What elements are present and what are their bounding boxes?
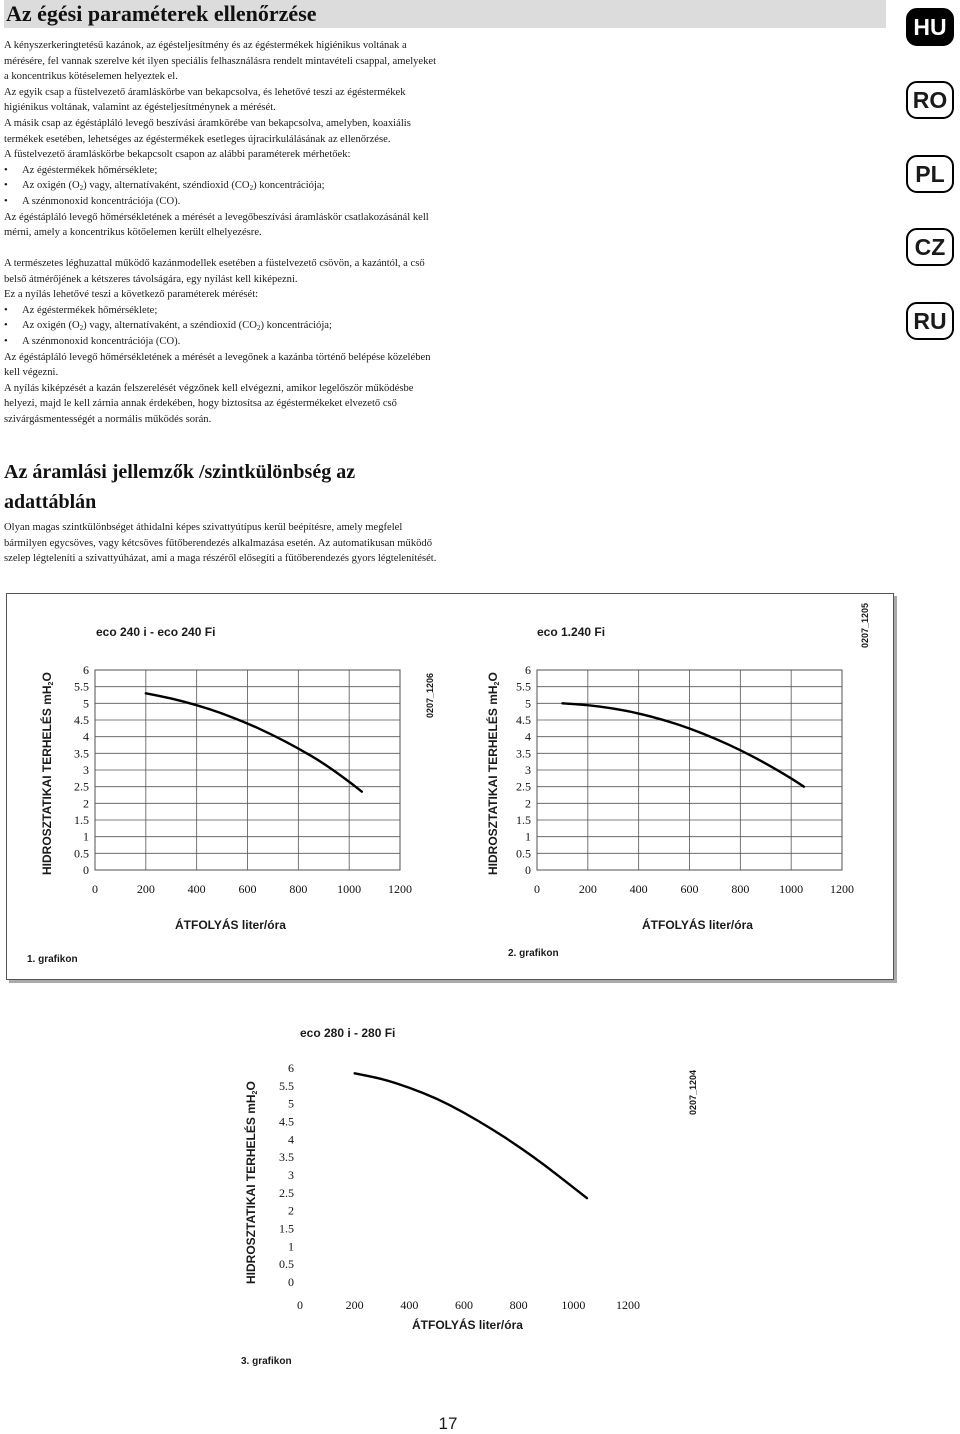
y-tick-label: 4	[83, 729, 89, 744]
intro-paragraph: A másik csap az égéstápláló levegő beszívási áramkörébe van bekapcsolva, amelyben, koaxiális termékek esetében, lehetséges az égéstermékek esetleges újracirkulálásának az ellenőrzése.	[4, 117, 411, 145]
lang-badge-pl: PL	[906, 155, 954, 193]
x-axis-label: ÁTFOLYÁS liter/óra	[412, 1318, 523, 1332]
subscript: 2	[79, 324, 84, 333]
x-tick-label: 1000	[337, 882, 362, 896]
lang-badge-ro: RO	[906, 81, 954, 119]
bullet-text: ) vagy, alternatívaként, a széndioxid (CO	[83, 320, 257, 332]
subscript: 2	[252, 1090, 259, 1095]
subscript: 2	[249, 184, 254, 193]
natural-paragraph: Ez a nyílás lehetővé teszi a következő paraméterek mérését:	[4, 289, 259, 301]
chart-title: eco 240 i - eco 240 Fi	[96, 625, 216, 639]
y-tick-label: 0	[83, 863, 89, 877]
x-tick-label: 800	[509, 1298, 528, 1312]
bullet-text: Az oxigén (O	[22, 320, 80, 332]
lang-badge-cz: CZ	[906, 228, 954, 266]
y-tick-label: 4	[525, 729, 531, 744]
intro-paragraph: A füstelvezető áramláskörbe bekapcsolt csapon az alábbi paraméterek mérhetőek:	[4, 149, 351, 161]
x-tick-label: 1200	[388, 882, 412, 896]
page-title: Az égési paraméterek ellenőrzése	[4, 0, 886, 28]
bullet-text: ) vagy, alternatívaként, széndioxid (CO	[83, 180, 250, 192]
bullet-item	[4, 334, 440, 350]
y-tick-label: 1	[288, 1239, 294, 1254]
y-axis-label: HIDROSZTATIKAI TERHELÉS $mH_2O$	[40, 672, 55, 875]
y-tick-label: 3	[288, 1168, 294, 1182]
x-tick-label: 200	[136, 882, 155, 896]
chart-caption: 2. grafikon	[508, 948, 559, 959]
bullet-text: Az égéstermékek hőmérséklete;	[22, 304, 158, 316]
y-tick-label: 2	[288, 1203, 294, 1218]
y-tick-label: 1.5	[516, 813, 531, 827]
lang-badge-hu: HU	[906, 8, 954, 46]
y-tick-label: 5	[288, 1096, 294, 1111]
bullet-item	[4, 163, 440, 179]
y-tick-label: 5.5	[74, 679, 89, 694]
y-tick-label: 0.5	[279, 1257, 294, 1272]
y-tick-label: 2	[83, 796, 89, 811]
series-line	[146, 693, 362, 791]
intro-paragraph: Az égéstápláló levegő hőmérsékletének a mérését a levegőbeszívási áramláskör csatlakozásánál kell mérni, amely a koncentrikus kötőelemen került elhelyezésre.	[4, 211, 429, 239]
chart-title: eco 280 i - 280 Fi	[300, 1026, 396, 1040]
frame-code: 0207_1205	[860, 602, 870, 648]
y-tick-label: 1	[83, 829, 89, 844]
y-tick-label: 3.5	[516, 746, 531, 761]
x-tick-label: 200	[345, 1298, 364, 1312]
bullet-text: ) koncentrációja;	[260, 320, 332, 332]
page-number: 17	[438, 1414, 458, 1433]
natural-draft-text	[4, 256, 440, 428]
bullet-text: A szénmonoxid koncentrációja (CO).	[22, 335, 181, 347]
y-axis-label: HIDROSZTATIKAI TERHELÉS $mH_2O$	[244, 1081, 259, 1284]
x-tick-label: 800	[289, 882, 308, 896]
intro-text	[4, 38, 440, 241]
y-tick-label: 1.5	[74, 813, 89, 827]
x-tick-label: 0	[92, 882, 98, 896]
x-tick-label: 0	[534, 882, 540, 896]
x-axis-label: ÁTFOLYÁS liter/óra	[175, 918, 286, 932]
chart-title: eco 1.240 Fi	[537, 625, 606, 639]
x-tick-label: 600	[238, 882, 257, 896]
section-body: Olyan magas szintkülönbséget áthidalni képes szivattyútípus kerül beépítésre, amely megfelel bármilyen egycsöves, vagy kétcsöves fűtőberendezés alkalmazása esetén. Az automatikusan működő szelep légteleníti a szivattyúházat, ami a maga részéről elősegíti a fűtőberendezés gyors légtelenítését.	[4, 522, 437, 565]
y-tick-label: 1	[525, 829, 531, 844]
bullet-text: ) koncentrációja;	[253, 180, 325, 192]
y-tick-label: 6	[288, 1061, 294, 1075]
y-tick-label: 5.5	[279, 1078, 294, 1093]
y-tick-label: 3	[525, 763, 531, 777]
chart-caption: 3. grafikon	[241, 1356, 292, 1367]
bullet-item	[4, 318, 440, 334]
section-title: Az áramlási jellemzők /szintkülönbség az adattáblán	[4, 461, 356, 513]
y-tick-label: 2	[525, 796, 531, 811]
y-tick-label: 0.5	[74, 846, 89, 861]
chart-code: 0207_1204	[688, 1069, 698, 1115]
subscript: 2	[79, 184, 84, 193]
chart-plot	[497, 660, 862, 900]
x-tick-label: 600	[680, 882, 699, 896]
x-tick-label: 600	[455, 1298, 473, 1312]
x-axis-label: ÁTFOLYÁS liter/óra	[642, 918, 753, 932]
subscript: 2	[48, 681, 55, 686]
bullet-text: Az égéstermékek hőmérséklete;	[22, 164, 158, 176]
y-tick-label: 3.5	[74, 746, 89, 761]
bullet-text: Az oxigén (O	[22, 180, 80, 192]
chart-plot	[262, 1058, 662, 1318]
chart-caption: 1. grafikon	[27, 954, 78, 965]
y-tick-label: 0.5	[516, 846, 531, 861]
x-tick-label: 200	[578, 882, 597, 896]
y-tick-label: 2.5	[74, 779, 89, 794]
y-tick-label: 5	[83, 696, 89, 711]
y-tick-label: 3.5	[279, 1150, 294, 1165]
natural-paragraph: A természetes léghuzattal működő kazánmodellek esetében a füstelvezető csövön, a kazántól, a cső belső átmérőjének a kétszeres távolságára, egy nyílást kell kiképezni.	[4, 258, 425, 285]
subscript: 2	[256, 324, 261, 333]
y-tick-label: 0	[525, 863, 531, 877]
series-line	[562, 703, 803, 786]
subscript: 2	[494, 681, 501, 686]
x-tick-label: 1000	[779, 882, 804, 896]
y-tick-label: 3	[83, 763, 89, 777]
chart-code: 0207_1206	[425, 672, 435, 718]
y-tick-label: 4.5	[279, 1114, 294, 1129]
x-tick-label: 400	[400, 1298, 419, 1312]
x-tick-label: 800	[731, 882, 750, 896]
x-tick-label: 1200	[616, 1298, 640, 1312]
x-tick-label: 0	[297, 1298, 303, 1312]
bullet-text: A szénmonoxid koncentrációja (CO).	[22, 195, 181, 207]
x-tick-label: 400	[187, 882, 206, 896]
y-tick-label: 1.5	[279, 1221, 294, 1236]
y-tick-label: 4.5	[516, 713, 531, 727]
y-tick-label: 2.5	[516, 779, 531, 794]
chart-plot	[55, 660, 420, 900]
series-line	[355, 1073, 587, 1198]
x-tick-label: 1000	[561, 1298, 586, 1312]
x-tick-label: 400	[629, 882, 648, 896]
y-tick-label: 4.5	[74, 713, 89, 727]
y-tick-label: 6	[525, 663, 531, 677]
natural-paragraph: Az égéstápláló levegő hőmérsékletének a mérését a levegőnek a kazánba történő belépése közelében kell végezni.	[4, 351, 431, 379]
intro-paragraph: Az egyik csap a füstelvezető áramláskörbe van bekapcsolva, és lehetővé teszi az égéstermékek higiénikus voltának, valamint az égésteljesítménynek a mérését.	[4, 86, 406, 114]
lang-badge-ru: RU	[906, 302, 954, 340]
bullet-item	[4, 194, 440, 210]
bullet-item	[4, 303, 440, 319]
y-tick-label: 6	[83, 663, 89, 677]
y-tick-label: 0	[288, 1275, 294, 1289]
y-tick-label: 2.5	[279, 1185, 294, 1200]
x-tick-label: 1200	[830, 882, 854, 896]
y-tick-label: 5	[525, 696, 531, 711]
y-axis-label: HIDROSZTATIKAI TERHELÉS $mH_2O$	[486, 672, 501, 875]
natural-paragraph: A nyílás kiképzését a kazán felszerelését végzőnek kell elvégezni, amikor legelőször működésbe helyezi, majd le kell zárnia annak érdekében, hogy biztosítsa az égéstermékeket elvezető cső szivárgásmentességét a normális működés során.	[4, 382, 414, 425]
bullet-item	[4, 178, 440, 194]
y-tick-label: 5.5	[516, 679, 531, 694]
intro-paragraph: A kényszerkeringtetésű kazánok, az égésteljesítmény és az égéstermékek higiénikus voltának a mérésére, fel vannak szerelve két ilyen speciális felhasználásra rendelt mintavételi csappal, amelyeket a koncentrikus kötéselemen helyeztek el.	[4, 40, 437, 83]
y-tick-label: 4	[288, 1132, 294, 1147]
plot-area	[300, 1068, 628, 1282]
